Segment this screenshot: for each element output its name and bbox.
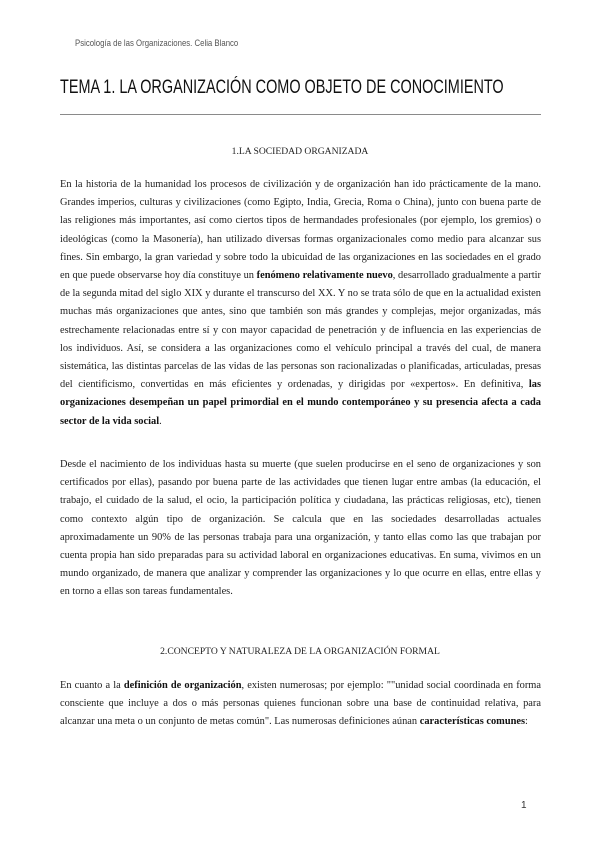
text-run: : — [525, 716, 528, 728]
text-run: , existen numerosas; por ejemplo: ""unidad social coordinada en forma consciente que incluye a dos o más personas quienes funcionan sobre una base de continuidad relativa, para alcanzar una meta o un conjunto de metas común". Las numerosas definiciones aúnan — [60, 680, 542, 728]
text-run: En cuanto a la — [60, 680, 124, 691]
bold-phrase: fenómeno relativamente nuevo — [256, 270, 393, 282]
section-1-paragraph-1 — [60, 176, 541, 431]
section-2-paragraph-1 — [60, 677, 541, 732]
text-run: . — [159, 415, 162, 427]
document-title: TEMA 1. LA ORGANIZACIÓN COMO OBJETO DE CONOCIMIENTO — [60, 76, 504, 98]
title-divider — [60, 114, 541, 115]
bold-phrase: definición de organización — [123, 680, 242, 691]
text-run: , desarrollado gradualmente a partir de la segunda mitad del siglo XIX y durante el transcurso del XX. Y no se trata sólo de que en la actualidad existen muchas más organizaciones que antes, sino que también son más grandes y complejas, mejor organizadas, más estrechamente relacionadas entre sí y con mayor capacidad de penetración y de influencia en las experiencias de los individuos. Así, se considera a las organizaciones como el vehículo principal a través del cual, de manera sistemática, las distintas parcelas de las vidas de las personas son racionalizadas o planificadas, articuladas, presas del cientificismo, convertidas en más eficientes y ordenadas, y dirigidas por «expertos». En definitiva, — [60, 270, 541, 391]
bold-phrase: las organizaciones desempeñan un papel primordial en el mundo contemporáneo y su presencia afecta a cada sector de la vida social — [60, 379, 541, 427]
bold-phrase: características comunes — [419, 716, 526, 728]
section-1-paragraph-2: Desde el nacimiento de los individuas hasta su muerte (que suelen producirse en el seno de organizaciones y son certificados por ellas), pasando por buena parte de las actividades que tienen lugar entre ambas (la educación, el trabajo, el cuidado de la salud, el ocio, la participación política y ciudadana, las prácticas religiosas, etc), tienen como contexto algún tipo de organización. Se calcula que en las sociedades desarrolladas actuales aproximadamente un 90% de las personas trabaja para una organización, y tanto ellas como las que trabajan por cuenta propia han sido preparadas para su actividad laboral en organizaciones educativas. En suma, vivimos en un mundo organizado, de manera que analizar y comprender las organizaciones y lo que ocurre en ellas, entre ellas y en torno a ellas son tareas fundamentales. — [60, 459, 541, 598]
running-header: Psicología de las Organizaciones. Celia Blanco — [75, 38, 239, 49]
section-heading-2: 2.CONCEPTO Y NATURALEZA DE LA ORGANIZACIÓN FORMAL — [160, 646, 440, 657]
page-number: 1 — [521, 800, 527, 811]
section-heading-1: 1.LA SOCIEDAD ORGANIZADA — [231, 146, 369, 157]
text-run: En la historia de la humanidad los procesos de civilización y de organización han ido prácticamente de la mano. Grandes imperios, culturas y civilizaciones (como Egipto, India, Grecia, Roma o China), junto con buena parte de las religiones más importantes, así como ciertos tipos de hermandades profesionales (por ejemplo, los gremios) o ideológicas (como la Masonería), han utilizado diversas formas organizacionales como medio para alcanzar sus fines. Sin embargo, la gran variedad y sobre todo la ubicuidad de las organizaciones en las sociedades en el grado en que puede observarse hoy día constituye un — [60, 179, 541, 282]
